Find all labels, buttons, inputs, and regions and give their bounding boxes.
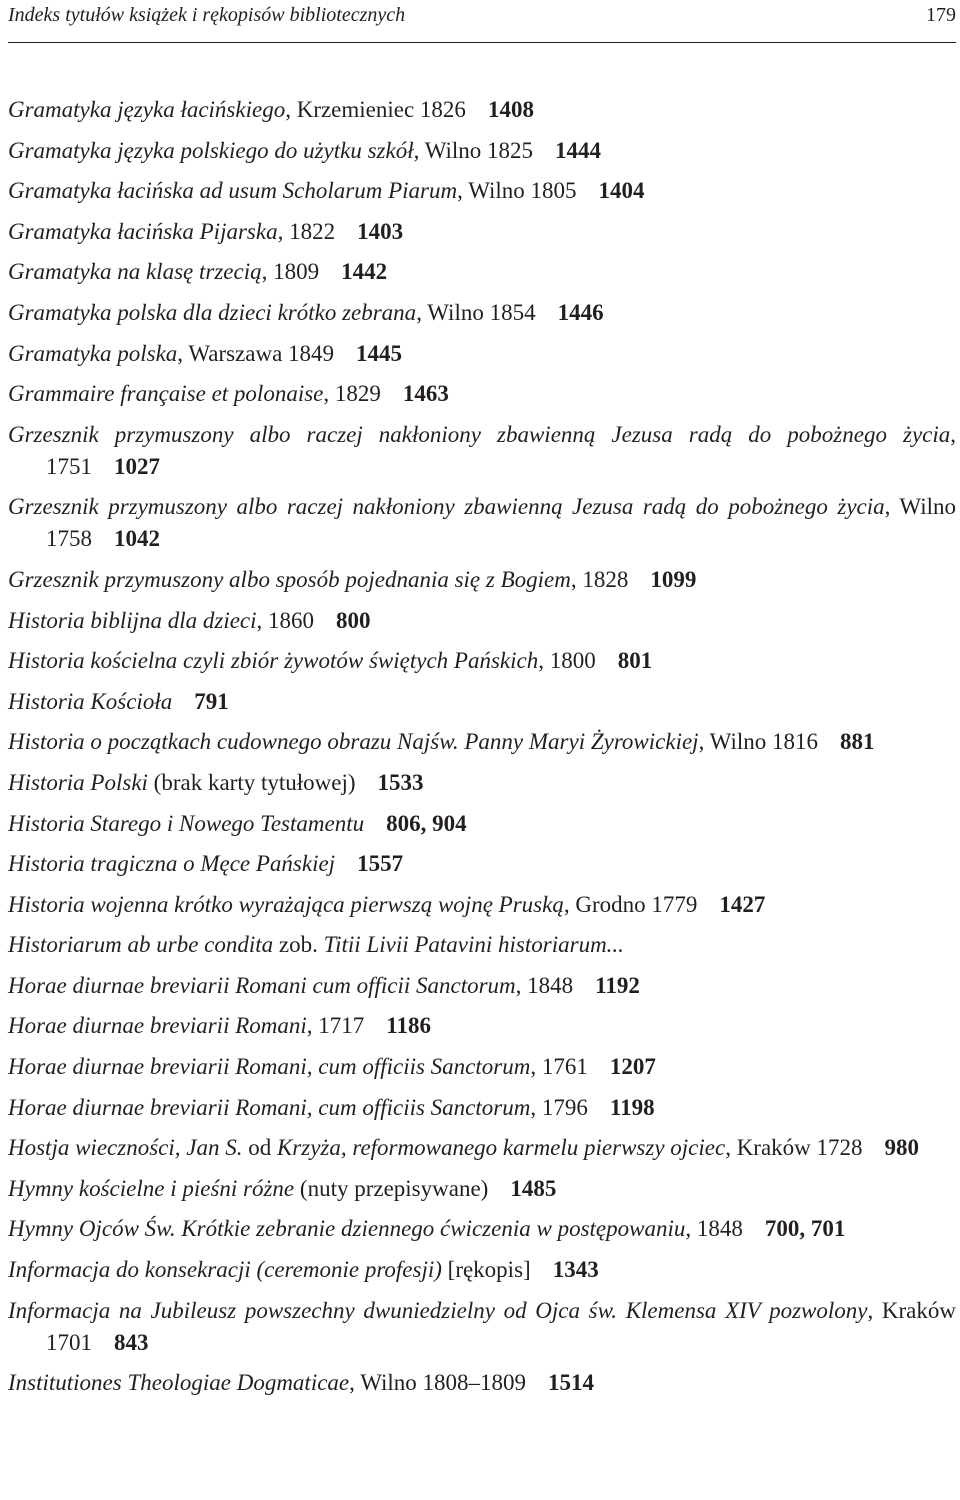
entry-reference-number: 700, 701	[764, 1216, 846, 1242]
entry-title: Gramatyka polska	[8, 340, 178, 366]
index-entry	[8, 1010, 956, 1042]
entry-title: Historia biblijna dla dzieci	[8, 607, 257, 633]
entry-reference-number: 1099	[650, 566, 697, 592]
index-entry	[8, 1367, 956, 1399]
index-entry	[8, 1254, 956, 1286]
header-rule	[8, 42, 956, 43]
entry-details: , 1822	[277, 218, 336, 244]
entry-details: , Wilno 1805	[457, 178, 577, 204]
entry-details: (nuty przepisywane)	[294, 1175, 489, 1201]
entry-details: , 1800	[538, 648, 596, 674]
entry-reference-number: 1514	[548, 1370, 595, 1396]
index-entry	[8, 1295, 956, 1359]
entry-title: Grzesznik przymuszony albo raczej nakłoniony zbawienną Jezusa radą do pobożnego życia	[8, 494, 885, 520]
entry-details-continued: , Kraków 1728	[725, 1135, 863, 1161]
entry-reference-number: 1463	[402, 381, 449, 407]
entry-title: Gramatyka łacińska ad usum Scholarum Piarum	[8, 178, 458, 204]
index-entry	[8, 419, 956, 483]
entry-reference-number: 1042	[114, 526, 160, 552]
entry-details: (brak karty tytułowej)	[147, 769, 356, 795]
running-title: Indeks tytułów książek i rękopisów bibliotecznych	[8, 4, 406, 26]
index-entry	[8, 929, 956, 961]
entry-details: , 1761	[530, 1054, 588, 1080]
entry-reference-number: 843	[114, 1329, 149, 1355]
index-entry	[8, 726, 956, 758]
entry-title: Historia tragiczna o Męce Pańskiej	[8, 851, 336, 877]
entry-reference-number: 1404	[598, 178, 645, 204]
index-entry	[8, 767, 956, 799]
index-entry	[8, 686, 956, 718]
entry-reference-number: 1446	[557, 299, 604, 325]
entry-details: , 1828	[570, 566, 629, 592]
entry-details: , Warszawa 1849	[177, 340, 335, 366]
index-entry	[8, 848, 956, 880]
entry-title: Hostja wieczności, Jan S.	[8, 1135, 243, 1161]
index-entry	[8, 175, 956, 207]
entry-reference-number: 1445	[356, 340, 403, 366]
index-entry	[8, 216, 956, 248]
entry-title: Gramatyka łacińska Pijarska	[8, 218, 278, 244]
entry-details: , 1717	[306, 1013, 365, 1039]
entry-title: Horae diurnae breviarii Romani cum officii Sanctorum	[8, 972, 516, 998]
entry-details: od	[242, 1135, 277, 1161]
entry-details: , 1829	[323, 381, 381, 407]
entry-reference-number: 1198	[609, 1094, 655, 1120]
index-entry	[8, 94, 956, 126]
entry-details: , Krzemieniec 1826	[285, 97, 466, 122]
entry-details: [rękopis]	[441, 1257, 531, 1283]
index-entry	[8, 605, 956, 637]
entry-reference-number: 800	[336, 607, 371, 633]
entry-details: , 1848	[685, 1216, 743, 1242]
index-entry	[8, 1213, 956, 1245]
entry-reference-number: 1408	[487, 97, 534, 122]
entry-reference-number: 1442	[341, 259, 388, 285]
entry-reference-number: 1485	[510, 1175, 557, 1201]
entry-title: Grzesznik przymuszony albo sposób pojednania się z Bogiem	[8, 566, 571, 592]
index-entry	[8, 1051, 956, 1083]
entry-details: , 1848	[515, 972, 574, 998]
index-entry	[8, 378, 956, 410]
entry-details: , Wilno 1816	[698, 729, 818, 755]
entry-title: Horae diurnae breviarii Romani, cum officiis Sanctorum	[8, 1094, 531, 1120]
entry-reference-number: 1444	[555, 137, 602, 163]
entry-title: Historia Kościoła	[8, 688, 173, 714]
entry-reference-number: 1557	[357, 851, 404, 877]
index-entry	[8, 135, 956, 167]
entry-reference-number: 1186	[386, 1013, 431, 1039]
entry-title: Informacja do konsekracji (ceremonie profesji)	[8, 1257, 442, 1283]
entry-title: Gramatyka języka łacińskiego	[8, 97, 286, 122]
index-entry	[8, 491, 956, 555]
index-entry	[8, 297, 956, 329]
entry-title: Informacja na Jubileusz powszechny dwuniedzielny od Ojca św. Klemensa XIV pozwolony	[8, 1297, 868, 1323]
entry-details: , 1860	[256, 607, 315, 633]
entry-title: Historia wojenna krótko wyrażająca pierwszą wojnę Pruską	[8, 891, 564, 917]
entry-title: Historia Starego i Nowego Testamentu	[8, 810, 365, 836]
entry-reference-number: 881	[839, 729, 875, 755]
entry-reference-number: 1403	[357, 218, 404, 244]
entry-title: Hymny Ojców Św. Krótkie zebranie dziennego ćwiczenia w postępowaniu	[8, 1216, 686, 1242]
entry-details: zob.	[273, 932, 324, 958]
entry-details: , 1796	[530, 1094, 588, 1120]
index-entry	[8, 1132, 956, 1164]
page-number: 179	[926, 4, 956, 26]
entry-details: , Wilno 1854	[416, 299, 536, 325]
entry-reference-number: 1343	[552, 1257, 599, 1283]
entry-title: Institutiones Theologiae Dogmaticae	[8, 1370, 350, 1396]
entry-details: , 1809	[261, 259, 320, 285]
entry-details: , 1751	[46, 421, 956, 479]
index-entries	[8, 94, 956, 1408]
index-entry	[8, 970, 956, 1002]
entry-title: Gramatyka języka polskiego do użytku szkół	[8, 137, 414, 163]
entry-reference-number: 801	[617, 648, 653, 674]
entry-reference-number: 1533	[377, 769, 424, 795]
entry-details: , Kraków 1701	[46, 1297, 956, 1355]
entry-title-continued: Krzyża, reformowanego karmelu pierwszy ojciec	[276, 1135, 726, 1161]
entry-reference-number: 1427	[719, 891, 766, 917]
entry-title: Historiarum ab urbe condita	[8, 932, 274, 958]
index-entry	[8, 645, 956, 677]
entry-reference-number: 980	[884, 1135, 920, 1161]
entry-reference-number: 806, 904	[386, 810, 467, 836]
entry-title: Hymny kościelne i pieśni różne	[8, 1175, 295, 1201]
entry-title-continued: Titii Livii Patavini historiarum...	[323, 932, 624, 958]
entry-reference-number: 791	[194, 688, 229, 714]
entry-title: Historia Polski	[8, 769, 148, 795]
entry-title: Grzesznik przymuszony albo raczej nakłoniony zbawienną Jezusa radą do pobożnego życia	[8, 421, 951, 447]
entry-reference-number: 1027	[114, 453, 160, 479]
index-entry	[8, 1173, 956, 1205]
entry-title: Gramatyka na klasę trzecią	[8, 259, 262, 285]
entry-details: , Wilno 1758	[46, 494, 956, 552]
entry-details: , Wilno 1825	[413, 137, 534, 163]
entry-details: , Grodno 1779	[563, 891, 698, 917]
entry-reference-number: 1207	[609, 1054, 656, 1080]
entry-title: Grammaire française et polonaise	[8, 381, 324, 407]
index-entry	[8, 1092, 956, 1124]
index-entry	[8, 564, 956, 596]
index-entry	[8, 889, 956, 921]
entry-reference-number: 1192	[595, 972, 640, 998]
entry-title: Horae diurnae breviarii Romani	[8, 1013, 307, 1039]
entry-title: Historia o początkach cudownego obrazu Najśw. Panny Maryi Żyrowickiej	[8, 729, 699, 755]
running-header	[8, 2, 956, 30]
index-entry	[8, 338, 956, 370]
index-entry	[8, 256, 956, 288]
entry-title: Historia kościelna czyli zbiór żywotów świętych Pańskich	[8, 648, 539, 674]
entry-title: Gramatyka polska dla dzieci krótko zebrana	[8, 299, 417, 325]
entry-details: , Wilno 1808–1809	[349, 1370, 527, 1396]
entry-title: Horae diurnae breviarii Romani, cum officiis Sanctorum	[8, 1054, 531, 1080]
index-entry	[8, 808, 956, 840]
